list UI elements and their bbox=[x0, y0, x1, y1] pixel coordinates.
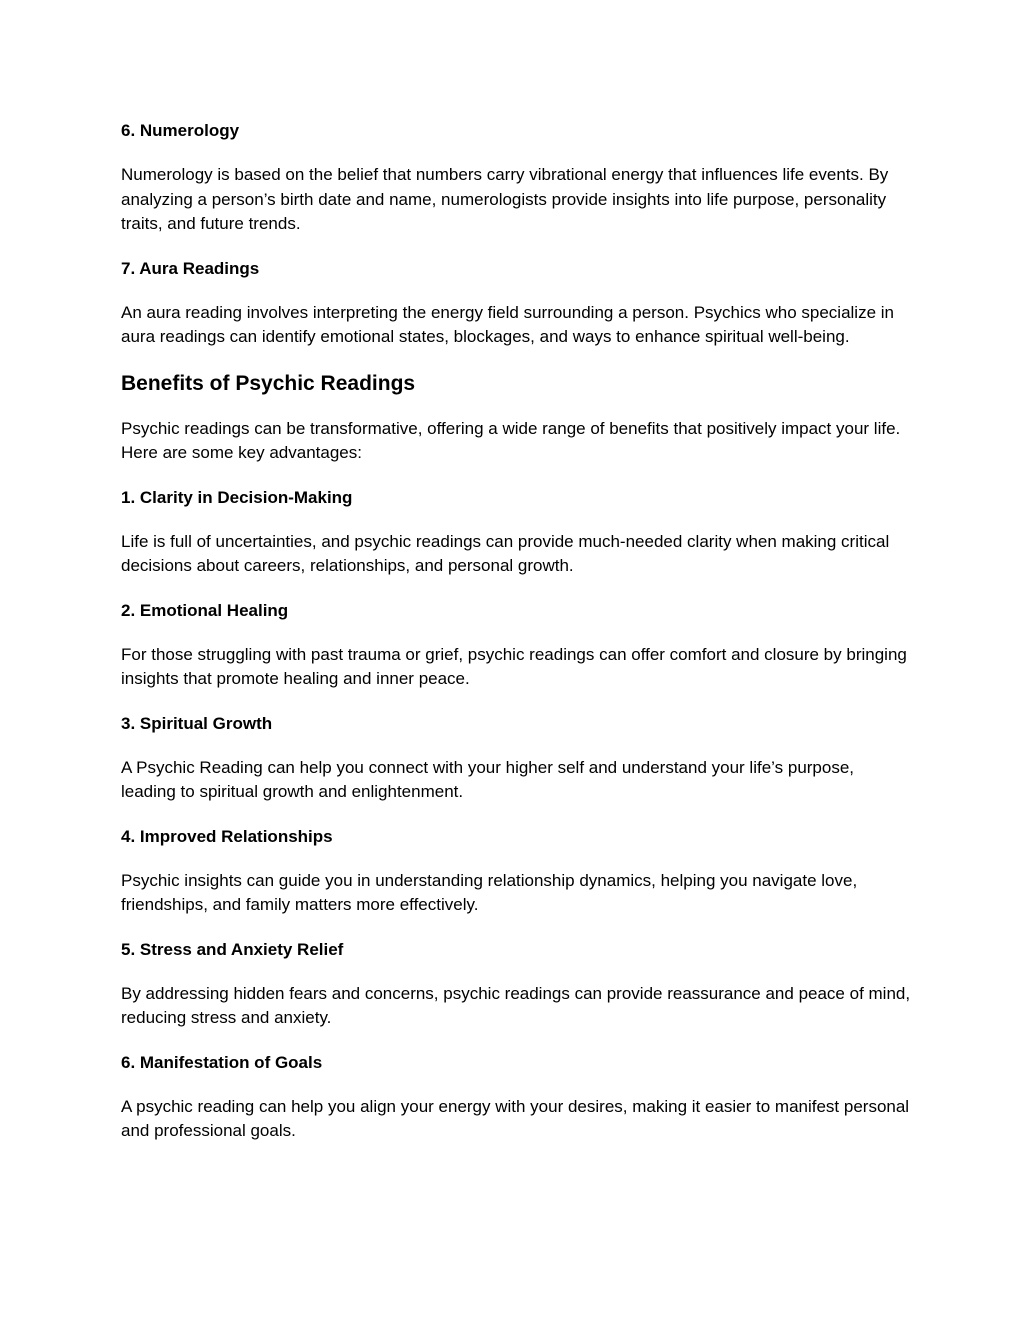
paragraph-manifestation: A psychic reading can help you align your energy with your desires, making it easier to manifest personal and professional goals. bbox=[121, 1096, 910, 1140]
paragraph-aura-readings: An aura reading involves interpreting the energy field surrounding a person. Psychics who specialize in aura readings can identify emotional states, blockages, and ways to enhance spiritual well-being. bbox=[121, 302, 894, 346]
heading-manifestation: 6. Manifestation of Goals bbox=[121, 1052, 323, 1072]
heading-improved-relationships: 4. Improved Relationships bbox=[121, 826, 333, 846]
paragraph-clarity: Life is full of uncertainties, and psychic readings can provide much-needed clarity when making critical decisions about careers, relationships, and personal growth. bbox=[121, 531, 890, 575]
heading-emotional-healing: 2. Emotional Healing bbox=[121, 600, 289, 620]
section-heading-benefits: Benefits of Psychic Readings bbox=[121, 371, 416, 395]
heading-stress-relief: 5. Stress and Anxiety Relief bbox=[121, 939, 344, 959]
paragraph-stress-relief: By addressing hidden fears and concerns, psychic readings can provide reassurance and peace of mind, reducing stress and anxiety. bbox=[121, 983, 911, 1027]
paragraph-benefits-intro: Psychic readings can be transformative, offering a wide range of benefits that positively impact your life. Here are some key advantages: bbox=[121, 418, 901, 462]
paragraph-emotional-healing: For those struggling with past trauma or grief, psychic readings can offer comfort and closure by bringing insights that promote healing and inner peace. bbox=[121, 644, 907, 688]
document-page bbox=[121, 119, 911, 1164]
heading-clarity: 1. Clarity in Decision-Making bbox=[121, 487, 353, 507]
heading-numerology: 6. Numerology bbox=[121, 121, 240, 140]
paragraph-numerology: Numerology is based on the belief that numbers carry vibrational energy that influences life events. By analyzing a person’s birth date and name, numerologists provide insights into life purpose, personality traits, and future trends. bbox=[121, 165, 889, 233]
heading-spiritual-growth: 3. Spiritual Growth bbox=[121, 713, 273, 733]
paragraph-improved-relationships: Psychic insights can guide you in understanding relationship dynamics, helping you navigate love, friendships, and family matters more effectively. bbox=[121, 870, 858, 914]
paragraph-spiritual-growth: A Psychic Reading can help you connect with your higher self and understand your life’s purpose, leading to spiritual growth and enlightenment. bbox=[121, 757, 855, 801]
heading-aura-readings: 7. Aura Readings bbox=[121, 258, 260, 278]
